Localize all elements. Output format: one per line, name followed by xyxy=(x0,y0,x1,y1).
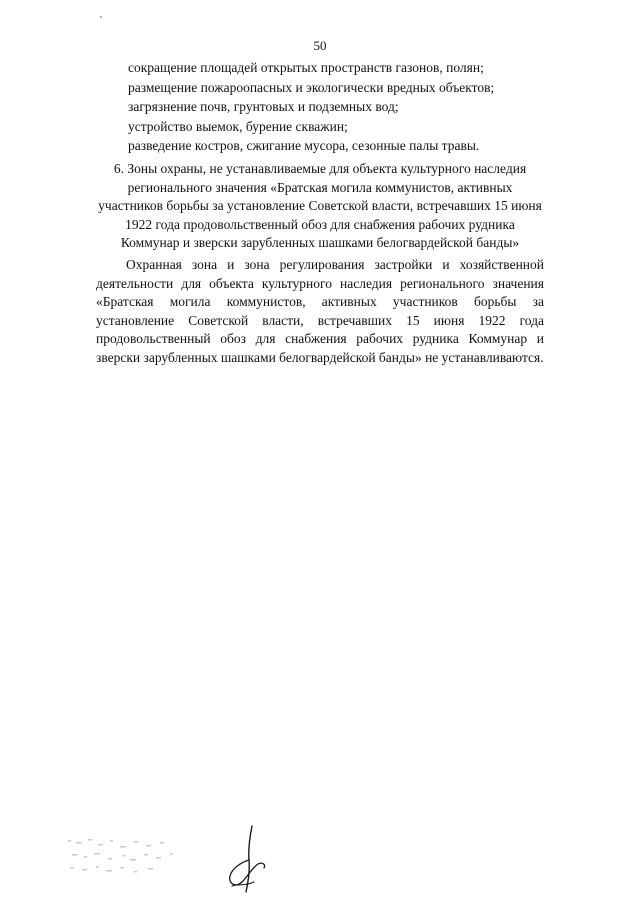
faint-stamp-icon xyxy=(64,836,182,876)
section-heading: 6. Зоны охраны, не устанавливаемые для объекта культурного наследия регионального значения «Братская могила коммунистов, активных участников борьбы за установление Советской власти, встречавших 15 июня 1922 года продовольственный обоз для снабжения рабочих рудника Коммунар и зверски зарубленных шашками белогвардейской банды» xyxy=(98,161,542,250)
scan-speck xyxy=(100,16,102,18)
body-paragraph: Охранная зона и зона регулирования застройки и хозяйственной деятельности для объекта культурного наследия регионального значения «Братская могила коммунистов, активных участников борьбы за установление Советской власти, встречавших 15 июня 1922 года продовольственный обоз для снабжения рабочих рудника Коммунар и зверски зарубленных шашками белогвардейской банды» не устанавливаются. xyxy=(96,257,544,365)
list-item: размещение пожароопасных и экологически вредных объектов; xyxy=(128,79,495,95)
list-item: загрязнение почв, грунтовых и подземных вод; xyxy=(128,99,399,114)
list-item: разведение костров, сжигание мусора, сезонные палы травы. xyxy=(128,138,480,153)
handwritten-signature-icon xyxy=(222,824,272,896)
list-item: сокращение площадей открытых пространств газонов, полян; xyxy=(128,60,484,75)
page-number: 50 xyxy=(313,38,327,53)
list-item: устройство выемок, бурение скважин; xyxy=(128,118,348,134)
restrictions-list xyxy=(128,58,548,156)
